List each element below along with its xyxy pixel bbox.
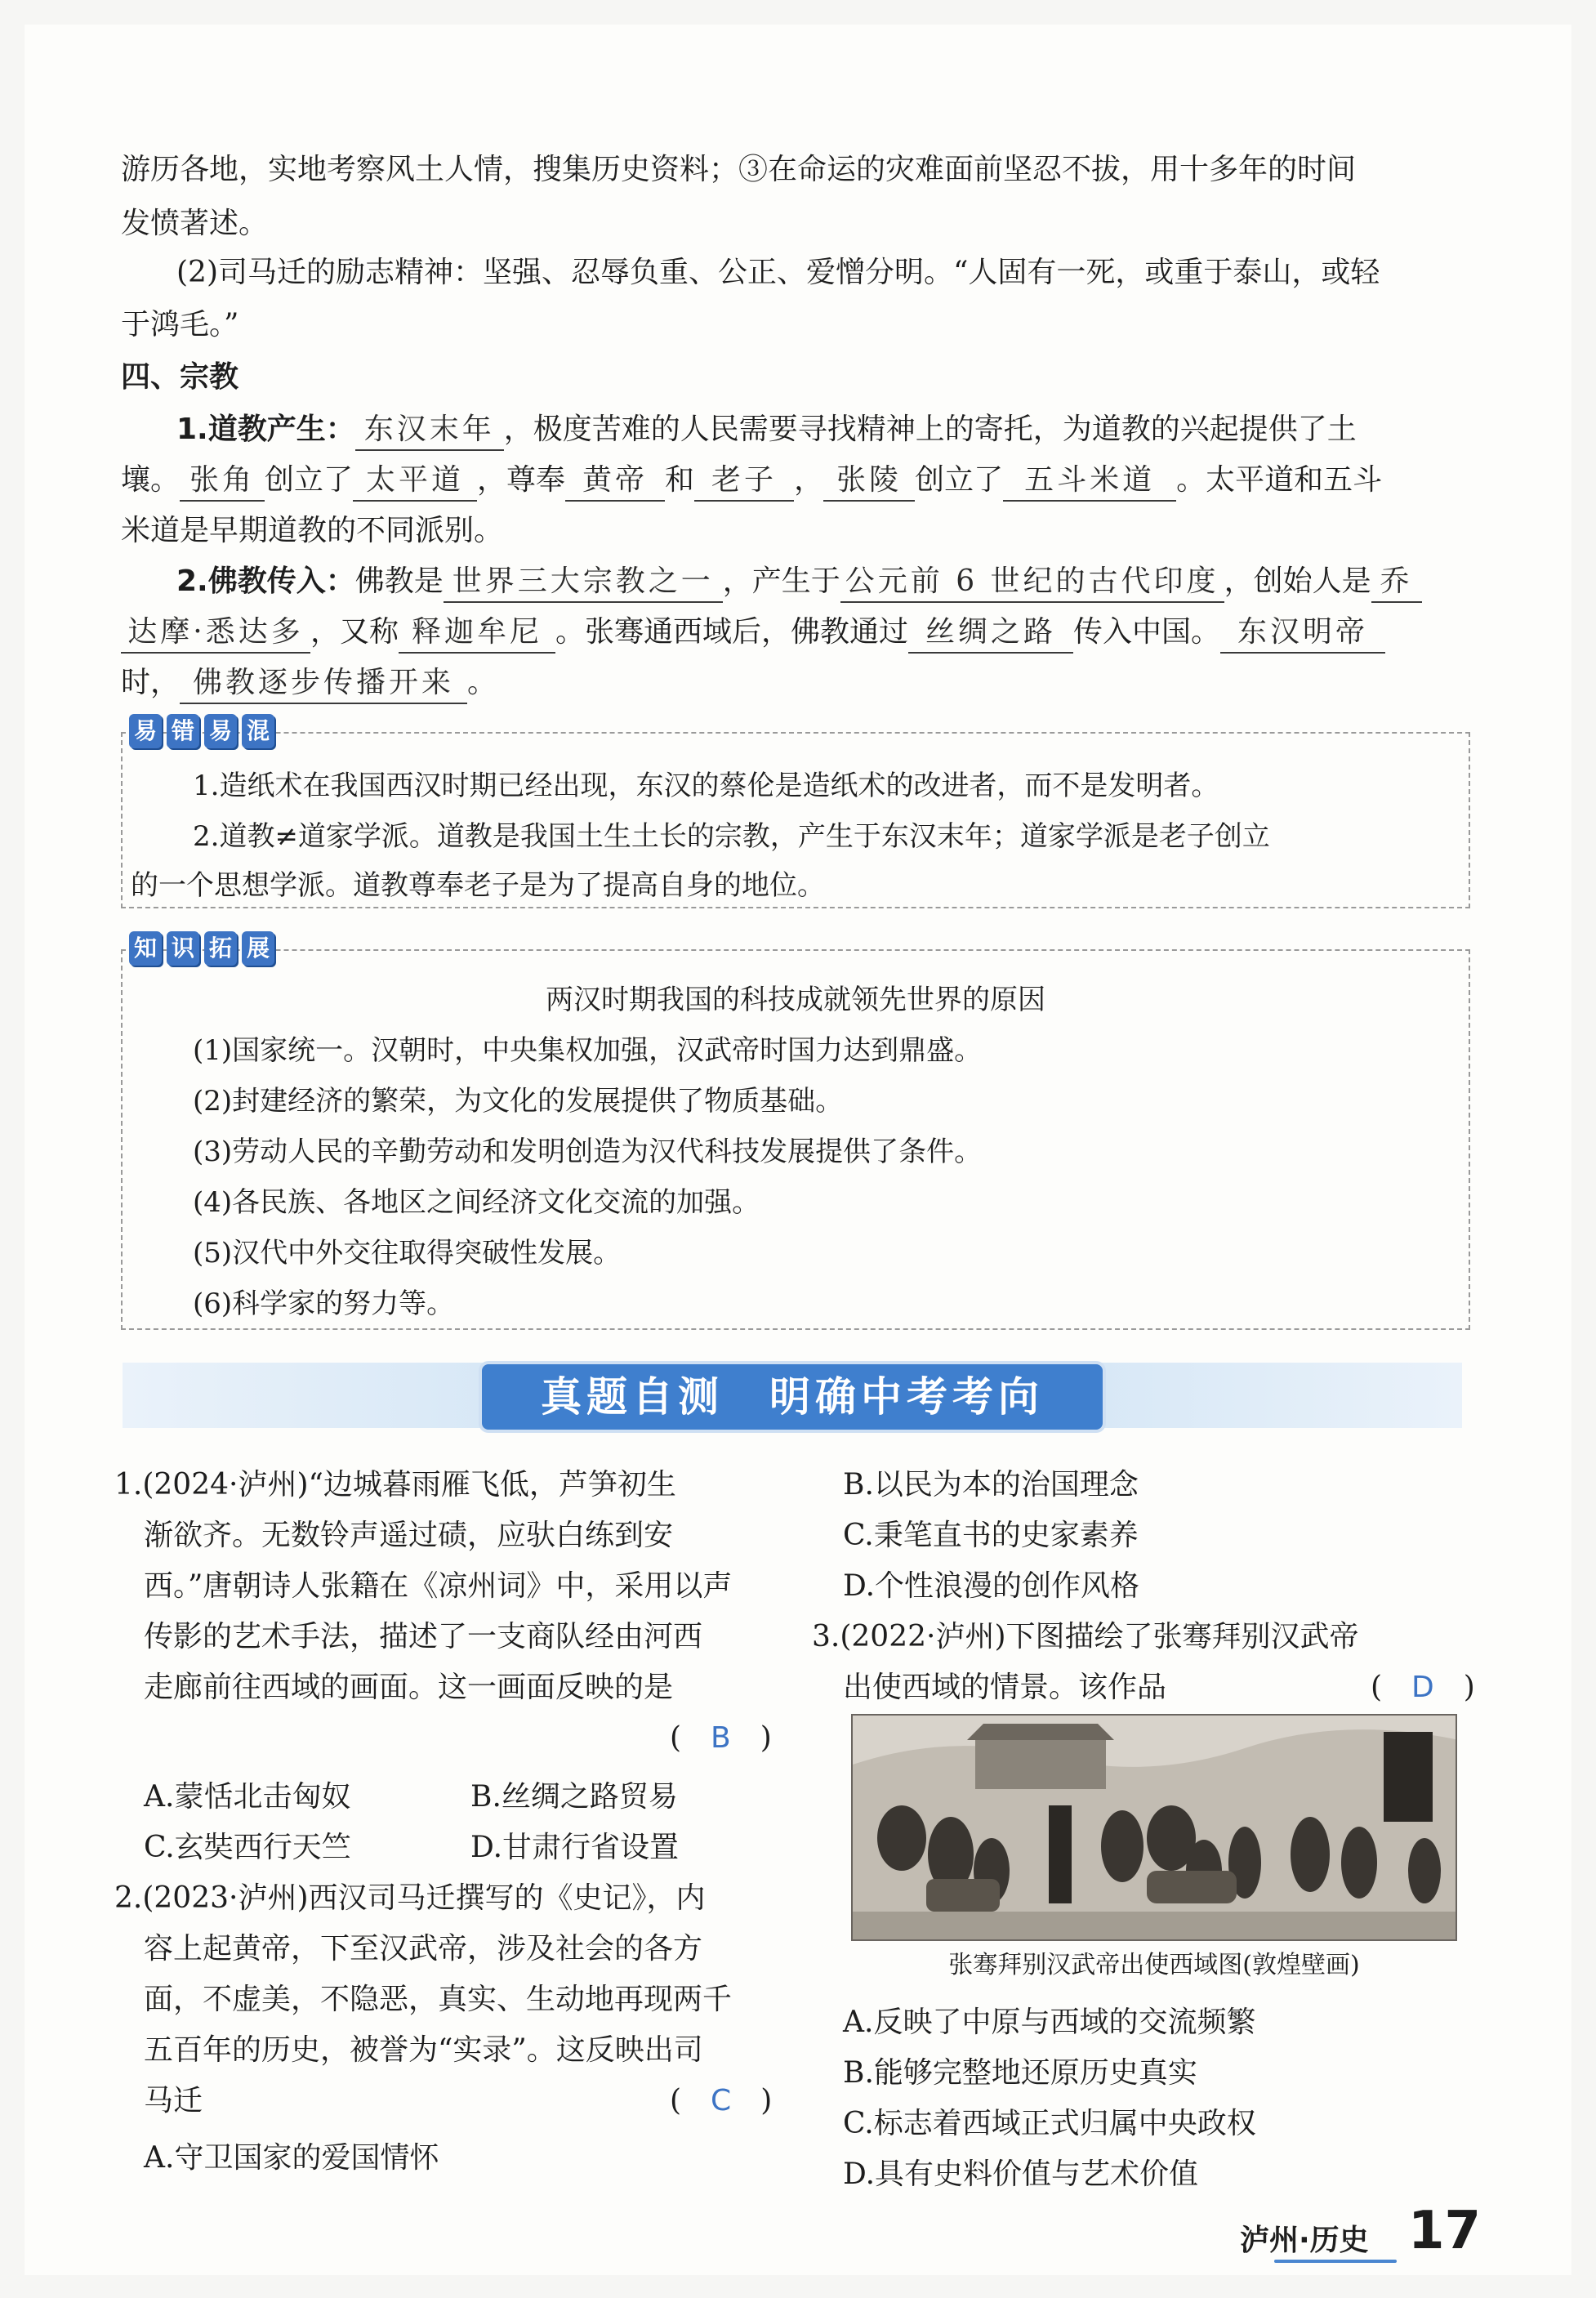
section-heading: 四、宗教 xyxy=(121,360,239,394)
tip-line: 的一个思想学派。道教尊奉老子是为了提高自身的地位。 xyxy=(131,869,825,902)
list-item: (1)国家统一。汉朝时，中央集权加强，汉武帝时国力达到鼎盛。 xyxy=(193,1034,983,1067)
fill-blank: 丝绸之路 xyxy=(908,613,1073,654)
footer-brand: 泸州·历史 xyxy=(1240,2224,1369,2257)
tag-char: 错 xyxy=(167,714,199,748)
answer: B xyxy=(711,1721,731,1755)
text-span: 和 xyxy=(665,463,695,497)
fill-blank: 世界三大宗教之一 xyxy=(444,562,723,603)
question-line: 2.(2023·泸州)西汉司马迁撰写的《史记》，内 xyxy=(114,1881,706,1915)
tag-char: 展 xyxy=(242,931,274,966)
text-line: (2)司马迁的励志精神：坚强、忍辱负重、公正、爱憎分明。“人固有一死，或重于泰山，或轻 xyxy=(176,256,1380,289)
text-span: ，又称 xyxy=(310,615,399,649)
mural-illustration xyxy=(853,1716,1457,1941)
text-span: 壤。 xyxy=(121,463,181,497)
question-line: 马迁 xyxy=(144,2084,203,2117)
option: A.守卫国家的爱国情怀 xyxy=(144,2141,439,2175)
item-label: 2.佛教传入： xyxy=(176,564,355,598)
tag-char: 知 xyxy=(129,931,162,966)
fill-blank: 东汉明帝 xyxy=(1220,613,1385,654)
question-line: 五百年的历史，被誉为“实录”。这反映出司 xyxy=(144,2033,703,2067)
fill-blank: 释迦牟尼 xyxy=(399,613,555,654)
tag-char: 易 xyxy=(204,714,237,748)
tag-char: 识 xyxy=(167,931,199,966)
answer-bracket: ( B ) xyxy=(670,1721,772,1755)
text-span: 创立了 xyxy=(265,463,354,497)
section-banner: 真题自测 明确中考考向 xyxy=(482,1364,1103,1430)
text-line xyxy=(176,559,1422,605)
list-item: (2)封建经济的繁荣，为文化的发展提供了物质基础。 xyxy=(193,1085,844,1118)
question-line: 传影的艺术手法，描述了一支商队经由河西 xyxy=(144,1620,703,1653)
tip-tag xyxy=(129,931,274,969)
option: C.玄奘西行天竺 xyxy=(144,1831,351,1864)
mural-image xyxy=(851,1714,1457,1941)
tip-line: 2.道教≠道家学派。道教是我国土生土长的宗教，产生于东汉末年；道家学派是老子创立 xyxy=(193,820,1270,853)
text-line: 于鸿毛。” xyxy=(121,308,239,341)
fill-blank: 黄帝 xyxy=(565,461,665,502)
answer: D xyxy=(1411,1671,1434,1704)
text-span: 。太平道和五斗 xyxy=(1176,463,1383,497)
fill-blank: 佛教逐步传播开来 xyxy=(180,663,467,704)
question-line: 3.(2022·泸州)下图描绘了张骞拜别汉武帝 xyxy=(812,1620,1359,1653)
question-line: 1.(2024·泸州)“边城暮雨雁飞低，芦笋初生 xyxy=(114,1468,676,1502)
option: C.秉笔直书的史家素养 xyxy=(843,1519,1139,1552)
text-line xyxy=(121,660,497,706)
option: B.以民为本的治国理念 xyxy=(843,1468,1139,1502)
text-span: 创立了 xyxy=(915,463,1004,497)
fill-blank: 公元前 6 世纪的古代印度 xyxy=(840,562,1224,603)
text-span: 佛教是 xyxy=(354,564,444,598)
question-line: 走廊前往西域的画面。这一画面反映的是 xyxy=(144,1671,674,1704)
box-title: 两汉时期我国的科技成就领先世界的原因 xyxy=(546,984,1045,1016)
question-line: 西。”唐朝诗人张籍在《凉州词》中，采用以声 xyxy=(144,1569,733,1603)
fill-blank: 张角 xyxy=(180,461,265,502)
fill-blank: 五斗米道 xyxy=(1003,461,1176,502)
image-caption: 张骞拜别汉武帝出使西域图(敦煌壁画) xyxy=(948,1951,1360,1979)
text-span: ，极度苦难的人民需要寻找精神上的寄托，为道教的兴起提供了土 xyxy=(503,413,1357,446)
fill-blank: 东汉末年 xyxy=(355,410,504,451)
tag-char: 混 xyxy=(242,714,274,748)
option: D.个性浪漫的创作风格 xyxy=(843,1569,1140,1603)
list-item: (5)汉代中外交往取得突破性发展。 xyxy=(193,1237,622,1269)
question-line: 容上起黄帝，下至汉武帝，涉及社会的各方 xyxy=(144,1932,703,1966)
text-span: ，创始人是 xyxy=(1224,564,1371,598)
tip-tag xyxy=(129,714,274,752)
text-line xyxy=(121,609,1385,655)
footer-underline xyxy=(1274,2260,1397,2263)
answer-bracket: ( C ) xyxy=(670,2084,773,2117)
option: A.反映了中原与西域的交流频繁 xyxy=(843,2006,1256,2039)
option: D.具有史料价值与艺术价值 xyxy=(843,2157,1199,2191)
tip-line: 1.造纸术在我国西汉时期已经出现，东汉的蔡伦是造纸术的改进者，而不是发明者。 xyxy=(193,770,1219,802)
option: B.能够完整地还原历史真实 xyxy=(843,2056,1197,2090)
question-line: 面，不虚美，不隐恶，真实、生动地再现两千 xyxy=(144,1983,733,2016)
page-number: 17 xyxy=(1408,2201,1482,2261)
text-line: 游历各地，实地考察风土人情，搜集历史资料；③在命运的灾难面前坚忍不拔，用十多年的时间 xyxy=(121,153,1357,186)
text-line: 米道是早期道教的不同派别。 xyxy=(121,514,504,547)
text-span: ，尊奉 xyxy=(477,463,566,497)
text-span: 。张骞通西域后，佛教通过 xyxy=(555,615,909,649)
option: D.甘肃行省设置 xyxy=(470,1831,680,1864)
list-item: (4)各民族、各地区之间经济文化交流的加强。 xyxy=(193,1186,760,1219)
tag-char: 易 xyxy=(129,714,162,748)
fill-blank: 乔 xyxy=(1371,562,1422,603)
question-line: 渐欲齐。无数铃声遥过碛，应驮白练到安 xyxy=(144,1519,674,1552)
question-line: 出使西域的情景。该作品 xyxy=(843,1671,1167,1704)
text-span: ，产生于 xyxy=(722,564,840,598)
option: A.蒙恬北击匈奴 xyxy=(144,1780,351,1814)
option: B.丝绸之路贸易 xyxy=(470,1780,678,1814)
fill-blank: 达摩·悉达多 xyxy=(121,613,310,654)
item-label: 1.道教产生： xyxy=(176,413,355,446)
text-line: 发愤著述。 xyxy=(121,207,269,240)
answer: C xyxy=(711,2084,732,2117)
text-span: ， xyxy=(794,463,824,497)
text-line xyxy=(176,407,1357,453)
text-span: 时， xyxy=(121,666,181,699)
fill-blank: 太平道 xyxy=(353,461,477,502)
list-item: (6)科学家的努力等。 xyxy=(193,1287,455,1320)
option: C.标志着西域正式归属中央政权 xyxy=(843,2107,1256,2140)
text-span: 传入中国。 xyxy=(1073,615,1221,649)
answer-bracket: ( D ) xyxy=(1371,1671,1475,1704)
list-item: (3)劳动人民的辛勤劳动和发明创造为汉代科技发展提供了条件。 xyxy=(193,1136,983,1168)
text-line xyxy=(121,457,1382,503)
text-span: 。 xyxy=(467,666,497,699)
fill-blank: 张陵 xyxy=(823,461,915,502)
tag-char: 拓 xyxy=(204,931,237,966)
fill-blank: 老子 xyxy=(694,461,794,502)
